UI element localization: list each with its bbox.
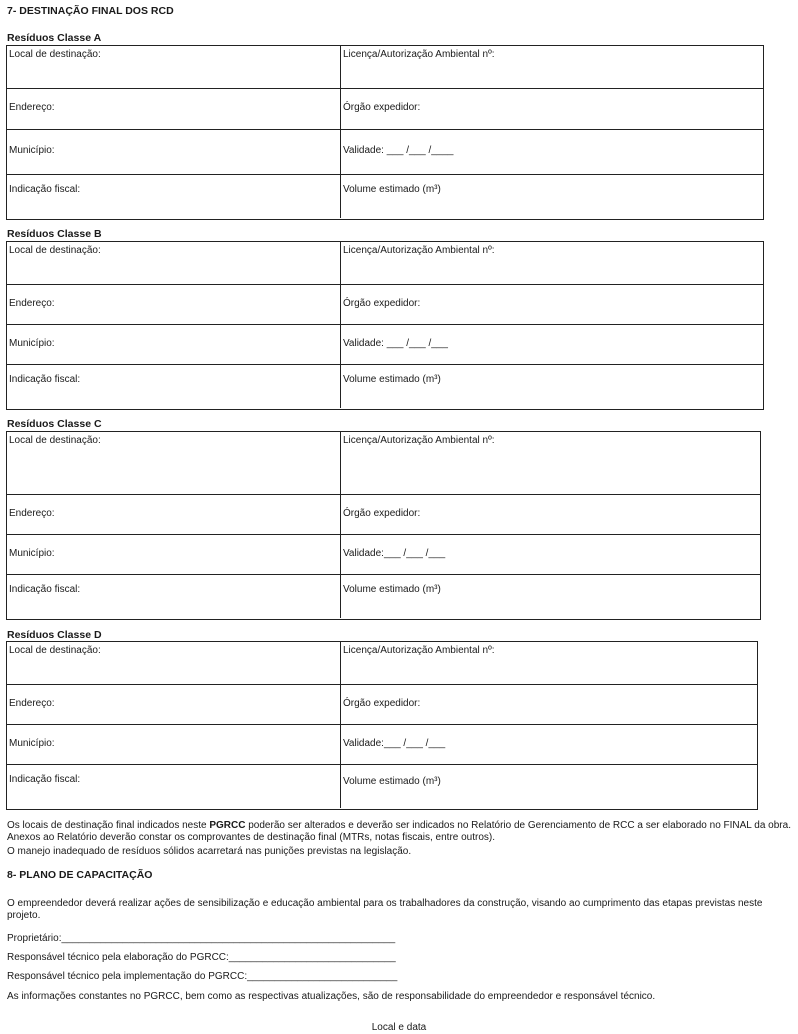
- local-data-label: Local e data: [371, 1022, 427, 1033]
- note-text-pre: Os locais de destinação final indicados neste: [7, 820, 210, 831]
- volume-field[interactable]: Volume estimado (m³): [340, 365, 763, 408]
- orgao-field[interactable]: Órgão expedidor:: [340, 685, 757, 724]
- licenca-field[interactable]: Licença/Autorização Ambiental nº:: [340, 432, 760, 494]
- note-pgrcc: PGRCC: [209, 820, 246, 831]
- indicacao-fiscal-field[interactable]: Indicação fiscal:: [9, 374, 81, 385]
- destination-note: [7, 820, 791, 844]
- section-7-title: 7- DESTINAÇÃO FINAL DOS RCD: [7, 5, 174, 17]
- orgao-field[interactable]: Órgão expedidor:: [340, 495, 760, 534]
- orgao-field[interactable]: Órgão expedidor:: [340, 89, 763, 129]
- volume-field[interactable]: Volume estimado (m³): [340, 575, 760, 618]
- class-c-table: [6, 431, 761, 620]
- class-d-table: [6, 641, 758, 810]
- local-destino-field[interactable]: Local de destinação:: [9, 645, 101, 656]
- class-b-title: Resíduos Classe B: [7, 228, 102, 240]
- local-destino-field[interactable]: Local de destinação:: [9, 245, 101, 256]
- indicacao-fiscal-field[interactable]: Indicação fiscal:: [9, 184, 81, 195]
- class-a-table: [6, 45, 764, 220]
- class-d-title: Resíduos Classe D: [7, 629, 102, 641]
- endereco-field[interactable]: Endereço:: [9, 507, 55, 519]
- municipio-field[interactable]: Município:: [9, 737, 55, 749]
- orgao-field[interactable]: Órgão expedidor:: [340, 285, 763, 324]
- proprietario-line[interactable]: Proprietário:____________________________________________________________: [7, 933, 396, 944]
- municipio-field[interactable]: Município:: [9, 337, 55, 349]
- local-destino-field[interactable]: Local de destinação:: [9, 49, 101, 60]
- resp-elaboracao-line[interactable]: Responsável técnico pela elaboração do PGRCC:______________________________: [7, 952, 396, 963]
- licenca-field[interactable]: Licença/Autorização Ambiental nº:: [340, 242, 763, 284]
- note-text-post: poderão ser alterados e deverão ser indicados no Relatório de Gerenciamento de RCC a ser elaborado no FINAL da obra. Anexos ao Relatório deverão constar os comprovantes de destinação final (MTRs, notas fiscais, entre outros).: [7, 820, 791, 843]
- class-c-title: Resíduos Classe C: [7, 418, 102, 430]
- volume-field[interactable]: Volume estimado (m³): [340, 175, 763, 218]
- validade-field[interactable]: Validade:___ /___ /___: [340, 725, 757, 764]
- indicacao-fiscal-field[interactable]: Indicação fiscal:: [9, 774, 81, 785]
- validade-field[interactable]: Validade: ___ /___ /___: [340, 325, 763, 364]
- municipio-field[interactable]: Município:: [9, 145, 55, 156]
- validade-field[interactable]: Validade:___ /___ /___: [340, 535, 760, 574]
- resp-implementacao-line[interactable]: Responsável técnico pela implementação do PGRCC:___________________________: [7, 971, 398, 982]
- section-8-title: 8- PLANO DE CAPACITAÇÃO: [7, 869, 153, 881]
- section-8-text: O empreendedor deverá realizar ações de sensibilização e educação ambiental para os trabalhadores da construção, visando ao cumprimento das etapas previstas neste projeto.: [7, 898, 763, 921]
- class-a-title: Resíduos Classe A: [7, 32, 102, 44]
- indicacao-fiscal-field[interactable]: Indicação fiscal:: [9, 584, 81, 595]
- licenca-field[interactable]: Licença/Autorização Ambiental nº:: [340, 642, 757, 684]
- endereco-field[interactable]: Endereço:: [9, 102, 55, 113]
- municipio-field[interactable]: Município:: [9, 547, 55, 559]
- volume-field[interactable]: Volume estimado (m³): [340, 765, 757, 808]
- validade-field[interactable]: Validade: ___ /___ /____: [340, 130, 763, 174]
- endereco-field[interactable]: Endereço:: [9, 697, 55, 709]
- class-b-table: [6, 241, 764, 410]
- responsabilidade-text: As informações constantes no PGRCC, bem como as respectivas atualizações, são de responsabilidade do empreendedor e responsável técnico.: [7, 991, 656, 1002]
- licenca-field[interactable]: Licença/Autorização Ambiental nº:: [340, 46, 763, 88]
- note-manejo: O manejo inadequado de resíduos sólidos acarretará nas punições previstas na legislação.: [7, 846, 412, 857]
- local-destino-field[interactable]: Local de destinação:: [9, 435, 101, 446]
- endereco-field[interactable]: Endereço:: [9, 297, 55, 309]
